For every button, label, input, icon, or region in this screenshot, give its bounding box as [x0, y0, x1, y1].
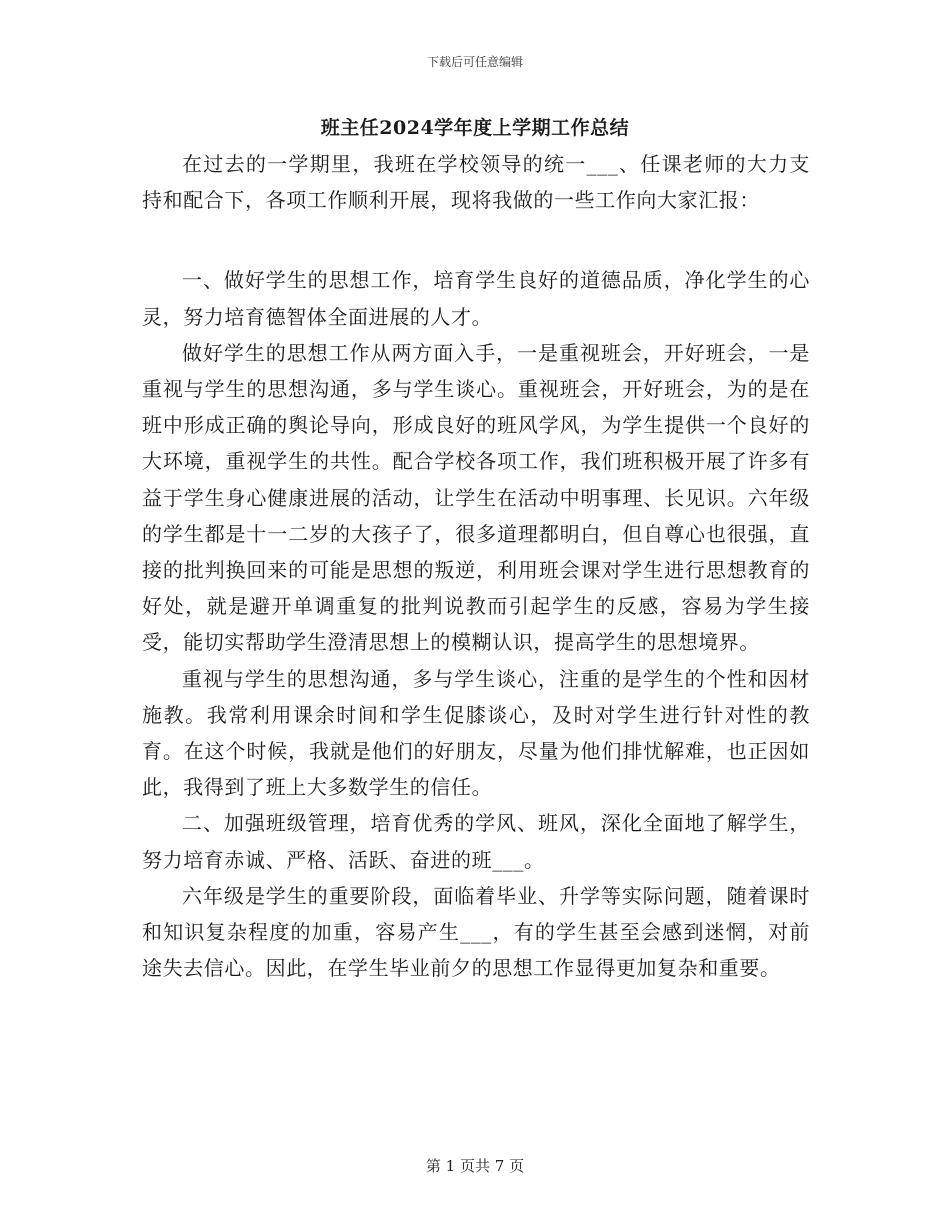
- page-header-note: 下载后可任意编辑: [426, 55, 523, 69]
- paragraph-communication: 重视与学生的思想沟通，多与学生谈心，注重的是学生的个性和因材施教。我常利用课余时间和学生促膝谈心，及时对学生进行针对性的教育。在这个时候，我就是他们的好朋友，尽量为他们排忧解难，也正因如此，我得到了班上大多数学生的信任。: [142, 666, 810, 800]
- document-title: 班主任2024学年度上学期工作总结: [320, 117, 630, 139]
- paragraph-intro: 在过去的一学期里，我班在学校领导的统一___、任课老师的大力支持和配合下，各项工作顺利开展，现将我做的一些工作向大家汇报：: [142, 152, 810, 213]
- paragraph-section-two-heading: 二、加强班级管理，培育优秀的学风、班风，深化全面地了解学生，努力培育赤诚、严格、活跃、奋进的班___。: [142, 811, 810, 872]
- paragraph-grade-six: 六年级是学生的重要阶段，面临着毕业、升学等实际问题，随着课时和知识复杂程度的加重，容易产生___，有的学生甚至会感到迷惘，对前途失去信心。因此，在学生毕业前夕的思想工作显得更加复杂和重要。: [142, 883, 810, 981]
- paragraph-section-one-heading: 一、做好学生的思想工作，培育学生良好的道德品质，净化学生的心灵，努力培育德智体全面进展的人才。: [142, 268, 810, 329]
- paragraph-class-meeting: 做好学生的思想工作从两方面入手，一是重视班会，开好班会，一是重视与学生的思想沟通，多与学生谈心。重视班会，开好班会，为的是在班中形成正确的舆论导向，形成良好的班风学风，为学生提供一个良好的大环境，重视学生的共性。配合学校各项工作，我们班积极开展了许多有益于学生身心健康进展的活动，让学生在活动中明事理、长见识。六年级的学生都是十一二岁的大孩子了，很多道理都明白，但自尊心也很强，直接的批判换回来的可能是思想的叛逆，利用班会课对学生进行思想教育的好处，就是避开单调重复的批判说教而引起学生的反感，容易为学生接受，能切实帮助学生澄清思想上的模糊认识，提高学生的思想境界。: [142, 340, 810, 655]
- paragraph-spacer: [142, 218, 810, 262]
- page-number: 第 1 页共 7 页: [425, 1157, 525, 1175]
- document-body: [142, 146, 810, 986]
